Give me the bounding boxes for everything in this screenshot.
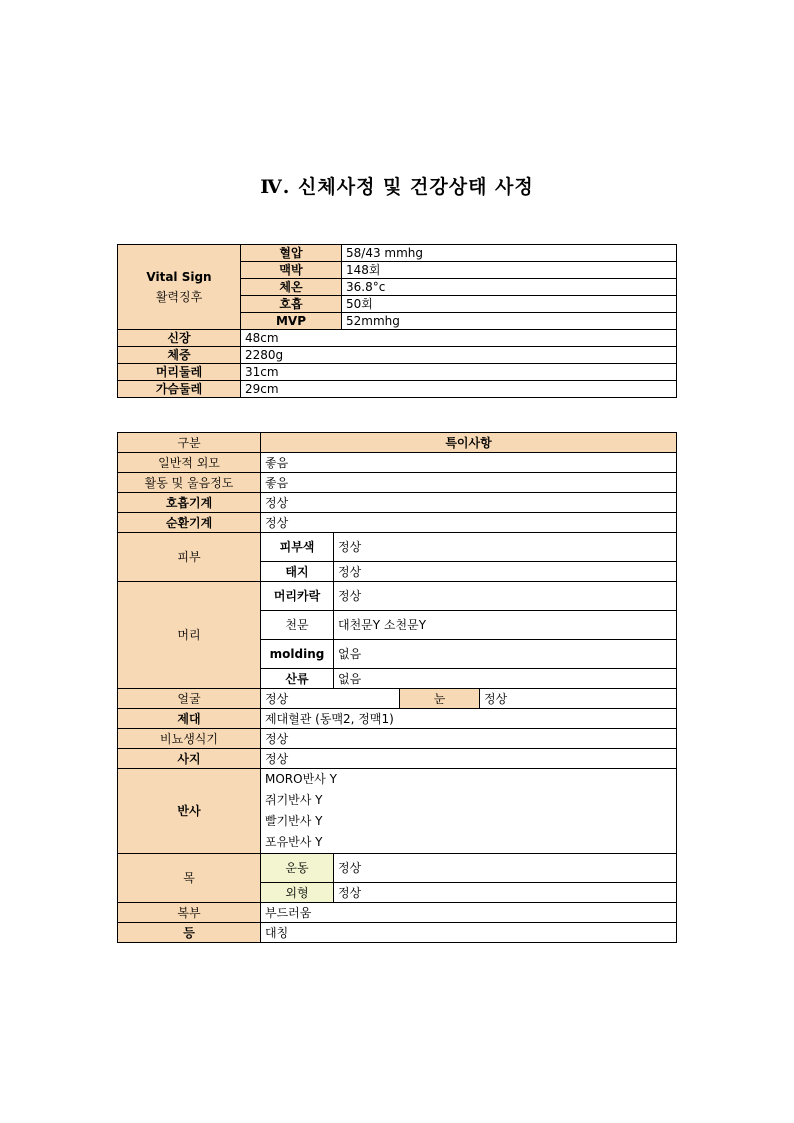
table-row xyxy=(118,533,677,562)
circulatory-value: 정상 xyxy=(261,513,677,533)
table-row xyxy=(118,769,677,854)
table-row xyxy=(118,453,677,473)
pulse-label: 맥박 xyxy=(241,262,342,279)
temp-value: 36.8°c xyxy=(342,279,677,296)
head-label: 머리 xyxy=(118,582,261,689)
general-value: 좋음 xyxy=(261,453,677,473)
hair-label: 머리카락 xyxy=(261,582,334,611)
bp-label: 혈압 xyxy=(241,245,342,262)
neck-movement-label: 운동 xyxy=(261,854,334,883)
table-row xyxy=(118,689,677,709)
circulatory-label: 순환기계 xyxy=(118,513,261,533)
genitourinary-value: 정상 xyxy=(261,729,677,749)
table-row xyxy=(118,473,677,493)
page-title: Ⅳ. 신체사정 및 건강상태 사정 xyxy=(260,176,534,198)
temp-label: 체온 xyxy=(241,279,342,296)
abdomen-label: 복부 xyxy=(118,903,261,923)
table-row xyxy=(118,854,677,883)
umbilicus-value: 제대혈관 (동맥2, 정맥1) xyxy=(261,709,677,729)
col-notes-header: 특이사항 xyxy=(261,433,677,453)
table-row xyxy=(118,245,677,262)
limbs-label: 사지 xyxy=(118,749,261,769)
face-value: 정상 xyxy=(261,689,400,709)
caput-label: 산류 xyxy=(261,669,334,689)
height-label: 신장 xyxy=(118,330,241,347)
back-value: 대칭 xyxy=(261,923,677,943)
table-row xyxy=(118,513,677,533)
grasp-reflex: 쥐기반사 Y xyxy=(265,793,323,807)
neck-appearance-value: 정상 xyxy=(334,883,677,903)
chest-circ-value: 29cm xyxy=(241,381,677,398)
table-row xyxy=(118,749,677,769)
table-row xyxy=(118,364,677,381)
resp-label: 호흡 xyxy=(241,296,342,313)
respiratory-value: 정상 xyxy=(261,493,677,513)
weight-label: 체중 xyxy=(118,347,241,364)
col-category-header: 구분 xyxy=(118,433,261,453)
activity-label: 활동 및 울음정도 xyxy=(118,473,261,493)
pulse-value: 148회 xyxy=(342,262,677,279)
resp-value: 50회 xyxy=(342,296,677,313)
table-row xyxy=(118,433,677,453)
table-row xyxy=(118,709,677,729)
neck-label: 목 xyxy=(118,854,261,903)
respiratory-label: 호흡기계 xyxy=(118,493,261,513)
hair-value: 정상 xyxy=(334,582,677,611)
neck-movement-value: 정상 xyxy=(334,854,677,883)
table-row xyxy=(118,347,677,364)
head-circ-value: 31cm xyxy=(241,364,677,381)
umbilicus-label: 제대 xyxy=(118,709,261,729)
table-row xyxy=(118,729,677,749)
table-row xyxy=(118,381,677,398)
abdomen-value: 부드러움 xyxy=(261,903,677,923)
sucking-reflex: 빨기반사 Y xyxy=(265,814,323,828)
mvp-value: 52mmhg xyxy=(342,313,677,330)
genitourinary-label: 비뇨생식기 xyxy=(118,729,261,749)
back-label: 등 xyxy=(118,923,261,943)
rooting-reflex: 포유반사 Y xyxy=(265,835,323,849)
table-row xyxy=(118,493,677,513)
fontanel-value: 대천문Y 소천문Y xyxy=(334,611,677,640)
vital-sign-label-ko: 활력징후 xyxy=(155,290,203,304)
head-circ-label: 머리둘레 xyxy=(118,364,241,381)
moro-reflex: MORO반사 Y xyxy=(265,772,337,786)
table-row xyxy=(118,582,677,611)
skin-color-value: 정상 xyxy=(334,533,677,562)
table-row xyxy=(118,923,677,943)
reflex-label: 반사 xyxy=(118,769,261,854)
table-row xyxy=(118,903,677,923)
molding-value: 없음 xyxy=(334,640,677,669)
eye-value: 정상 xyxy=(480,689,677,709)
vital-sign-table xyxy=(117,244,677,398)
eye-label: 눈 xyxy=(400,689,480,709)
bp-value: 58/43 mmhg xyxy=(342,245,677,262)
fontanel-label: 천문 xyxy=(261,611,334,640)
weight-value: 2280g xyxy=(241,347,677,364)
skin-color-label: 피부색 xyxy=(261,533,334,562)
chest-circ-label: 가슴둘레 xyxy=(118,381,241,398)
vital-sign-header xyxy=(118,245,241,330)
height-value: 48cm xyxy=(241,330,677,347)
caput-value: 없음 xyxy=(334,669,677,689)
vernix-value: 정상 xyxy=(334,562,677,582)
reflex-values xyxy=(261,769,677,854)
activity-value: 좋음 xyxy=(261,473,677,493)
molding-label: molding xyxy=(261,640,334,669)
vital-sign-label-en: Vital Sign xyxy=(146,270,212,284)
mvp-label: MVP xyxy=(241,313,342,330)
skin-label: 피부 xyxy=(118,533,261,582)
vernix-label: 태지 xyxy=(261,562,334,582)
assessment-table xyxy=(117,432,677,943)
neck-appearance-label: 외형 xyxy=(261,883,334,903)
table-row xyxy=(118,330,677,347)
general-label: 일반적 외모 xyxy=(118,453,261,473)
face-label: 얼굴 xyxy=(118,689,261,709)
limbs-value: 정상 xyxy=(261,749,677,769)
